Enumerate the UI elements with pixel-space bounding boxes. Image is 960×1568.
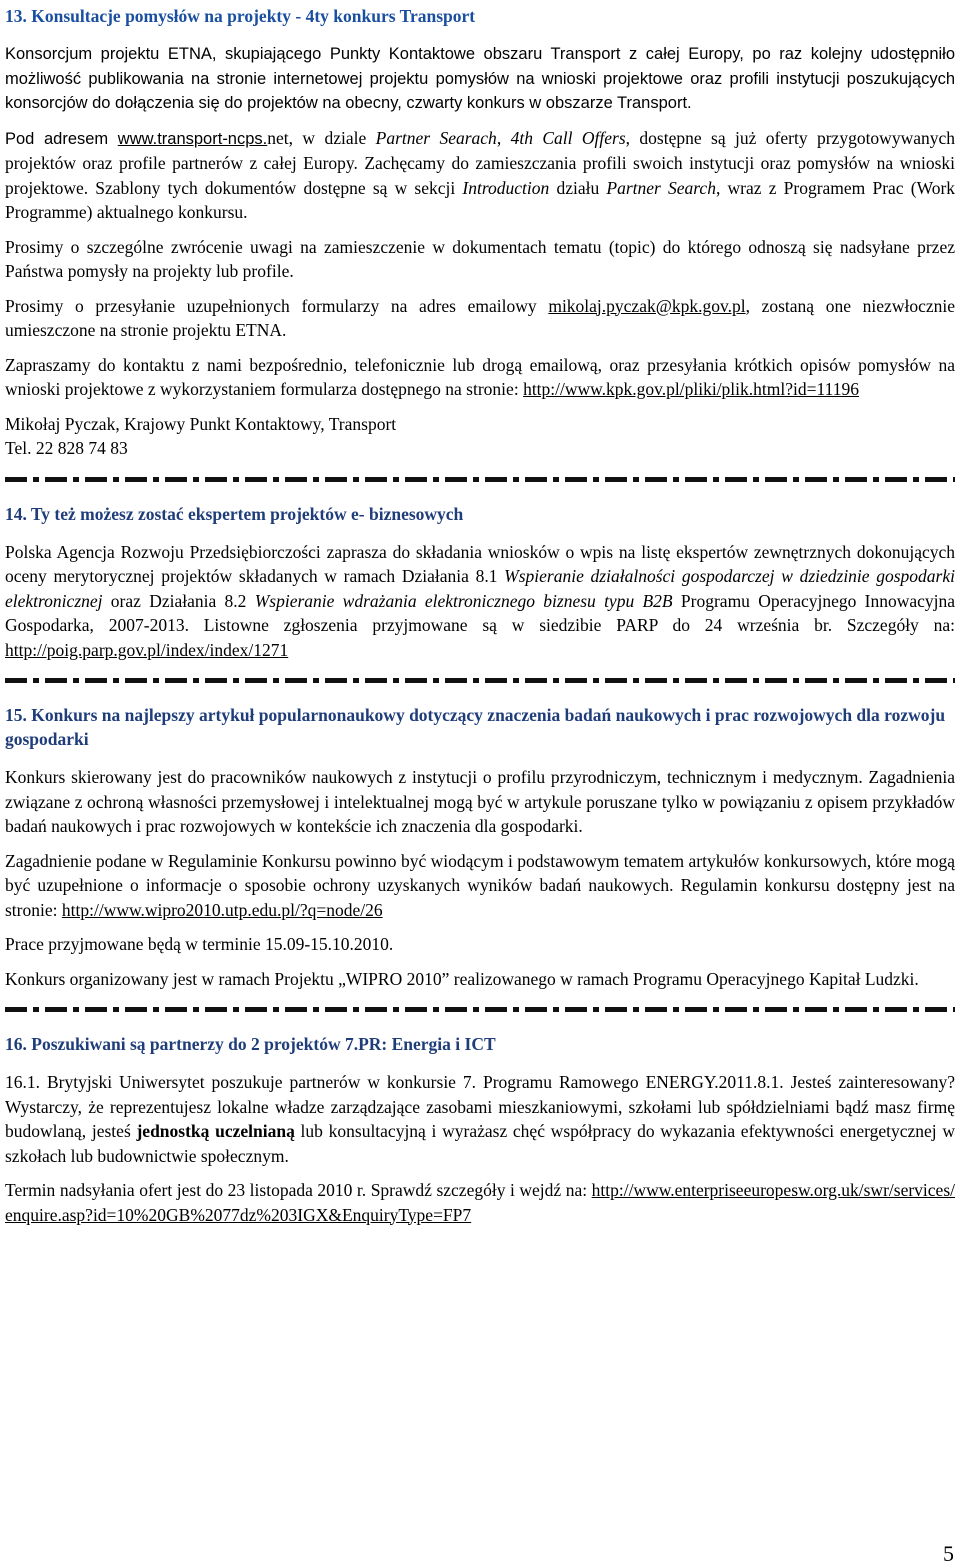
section-13-paragraph-4: Prosimy o przesyłanie uzupełnionych formularzy na adres emailowy mikolaj.pyczak@kpk.gov.pl, zostaną one niezwłocznie umieszczone na stronie projektu ETNA. bbox=[5, 295, 955, 340]
document-page bbox=[5, 4, 955, 1227]
section-15-paragraph-4: Konkurs organizowany jest w ramach Projektu „WIPRO 2010” realizowanego w ramach Programu Operacyjnego Kapitał Ludzki. bbox=[5, 968, 919, 989]
wipro-link[interactable]: http://www.wipro2010.utp.edu.pl/?q=node/26 bbox=[61, 899, 383, 920]
section-15-heading: 15. Konkurs na najlepszy artykuł popularnonaukowy dotyczący znaczenia badań naukowych i prac rozwojowych dla rozwoju gospodarki bbox=[5, 705, 946, 749]
section-13-paragraph-5: Zapraszamy do kontaktu z nami bezpośrednio, telefonicznie lub drogą emailową, oraz przesyłania krótkich opisów pomysłów na wnioski projektowe z wykorzystaniem formularza dostępnego na stronie: http://www.kpk.gov.pl/pliki/plik.html?id=11196 bbox=[5, 354, 955, 399]
section-13-heading: 13. Konsultacje pomysłów na projekty - 4ty konkurs Transport bbox=[5, 6, 476, 26]
email-link[interactable]: mikolaj.pyczak@kpk.gov.pl bbox=[548, 295, 746, 316]
parp-link[interactable]: http://poig.parp.gov.pl/index/index/1271 bbox=[5, 639, 289, 660]
transport-ncps-link[interactable]: www.transport-ncps. bbox=[117, 129, 268, 148]
section-16-paragraph-2: Termin nadsyłania ofert jest do 23 listopada 2010 r. Sprawdź szczegóły i wejdź na: http://www.enterpriseeuropesw.org.uk/swr/services/enquire.asp?id=10%20GB%2077dz%203IGX&EnquiryType=FP7 bbox=[5, 1180, 955, 1225]
section-13-paragraph-3: Prosimy o szczególne zwrócenie uwagi na zamieszczenie w dokumentach tematu (topic) do którego odnoszą się nadsyłane przez Państwa pomysły na projekty lub profile. bbox=[5, 236, 955, 281]
section-16-heading: 16. Poszukiwani są partnerzy do 2 projektów 7.PR: Energia i ICT bbox=[5, 1034, 496, 1054]
section-14-heading: 14. Ty też możesz zostać ekspertem projektów e- biznesowych bbox=[5, 503, 464, 524]
contact-phone: Tel. 22 828 74 83 bbox=[5, 438, 128, 458]
section-16-paragraph-1: 16.1. Brytyjski Uniwersytet poszukuje partnerów w konkursie 7. Programu Ramowego ENERGY.2011.8.1. Jesteś zainteresowany? Wystarczy, że reprezentujesz lokalne władze zarządzające zasobami mieszkaniowymi, szkołami lub spółdzielniami bądź masz firmę budowlaną, jesteś jednostką uczelnianą lub konsultacyjną i wyrażasz chęć współpracy do wykazania efektywności energetycznej w szkołach lub budownictwie społecznym. bbox=[5, 1072, 956, 1166]
section-divider bbox=[5, 678, 955, 683]
section-15-paragraph-1: Konkurs skierowany jest do pracowników naukowych z instytucji o profilu przyrodniczym, technicznym i medycznym. Zagadnienia związane z ochroną własności przemysłowej i intelektualnej mogą być w artykule poruszane tylko w powiązaniu z opisem przykładów badań naukowych i prac rozwojowych w kontekście ich znaczenia dla gospodarki. bbox=[5, 767, 955, 836]
contact-name: Mikołaj Pyczak, Krajowy Punkt Kontaktowy, Transport bbox=[5, 413, 397, 434]
kpk-form-link[interactable]: http://www.kpk.gov.pl/pliki/plik.html?id=11196 bbox=[523, 379, 859, 399]
section-13-paragraph-1: Konsorcjum projektu ETNA, skupiającego Punkty Kontaktowe obszaru Transport z całej Europy, po raz kolejny udostępniło możliwość publikowania na stronie internetowej projektu pomysłów na wnioski projektowe oraz profili instytucji poszukujących konsorcjów do dołączenia się do projektów na obecny, czwarty konkurs w obszarze Transport. bbox=[5, 45, 955, 112]
page-number: 5 bbox=[943, 1540, 954, 1566]
section-divider bbox=[5, 477, 955, 482]
section-13-paragraph-2: Pod adresem www.transport-ncps.net, w dziale Partner Searach, 4th Call Offers, dostępne są już oferty przygotowywanych projektów oraz profile partnerów z całej Europy. Zachęcamy do zamieszczania profili swoich instytucji oraz pomysłów na wnioski projektowe. Szablony tych dokumentów dostępne są w sekcji Introduction działu Partner Search, wraz z Programem Prac (Work Programme) aktualnego konkursu. bbox=[5, 127, 956, 222]
section-divider bbox=[5, 1007, 955, 1012]
enterprise-europe-link[interactable]: http://www.enterpriseeuropesw.org.uk/swr/services/enquire.asp?id=10%20GB%2077dz%203IGX&EnquiryType=FP7 bbox=[5, 1180, 955, 1225]
section-14-paragraph-1: Polska Agencja Rozwoju Przedsiębiorczości zaprasza do składania wniosków o wpis na listę ekspertów zewnętrznych dokonujących oceny merytorycznej projektów składanych w ramach Działania 8.1 Wspieranie działalności gospodarczej w dziedzinie gospodarki elektronicznej oraz Działania 8.2 Wspieranie wdrażania elektronicznego biznesu typu B2B Programu Operacyjnego Innowacyjna Gospodarka, 2007-2013. Listowne zgłoszenia przyjmowane są w siedzibie PARP do 24 września br. Szczegóły na: http://poig.parp.gov.pl/index/index/1271 bbox=[5, 541, 956, 660]
section-15-paragraph-2: Zagadnienie podane w Regulaminie Konkursu powinno być wiodącym i podstawowym tematem artykułów konkursowych, które mogą być uzupełnione o informacje o sposobie ochrony uzyskanych wyników badań naukowych. Regulamin konkursu dostępny jest na stronie: http://www.wipro2010.utp.edu.pl/?q=node/26 bbox=[5, 850, 955, 920]
section-15-paragraph-3: Prace przyjmowane będą w terminie 15.09-15.10.2010. bbox=[5, 934, 394, 954]
